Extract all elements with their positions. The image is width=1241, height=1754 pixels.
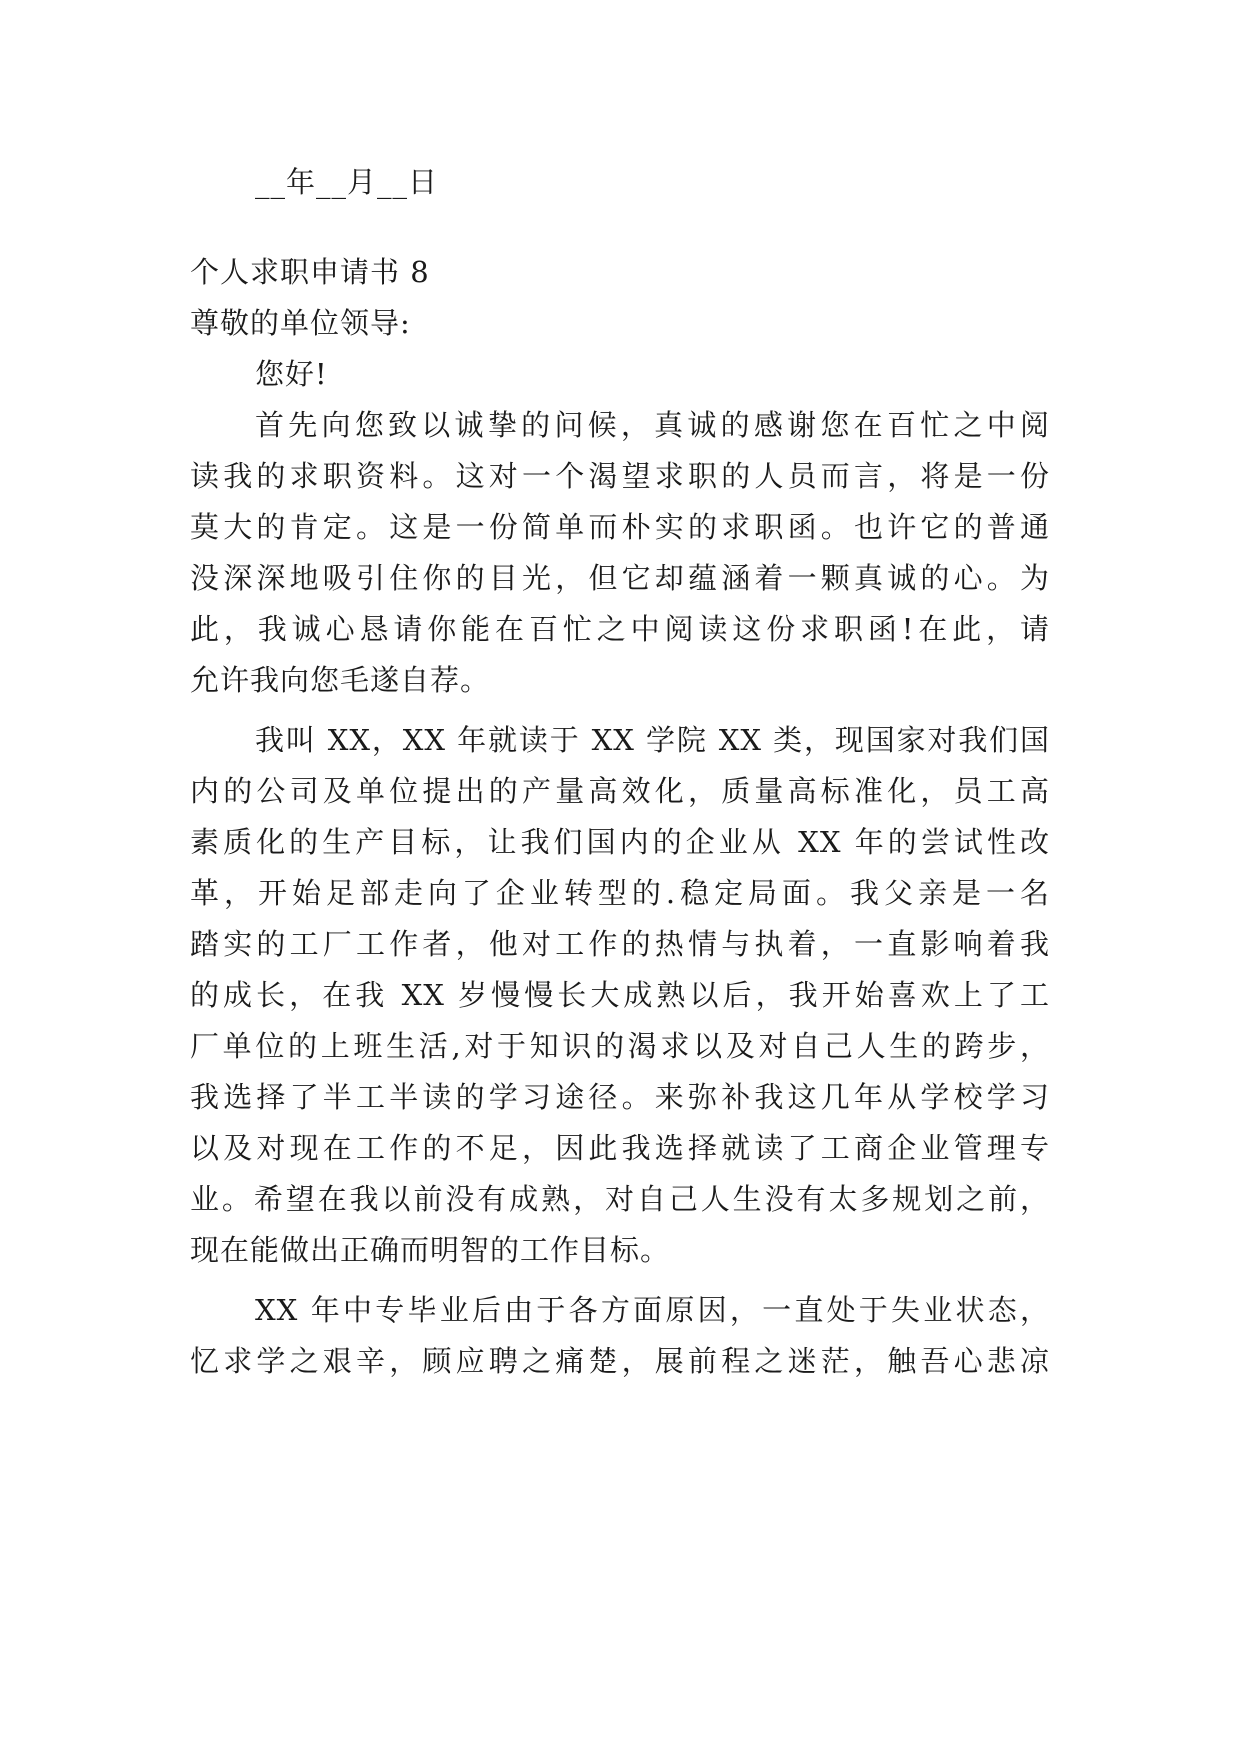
paragraph-line: 内的公司及单位提出的产量高效化，质量高标准化，员工高: [190, 774, 1050, 808]
salutation: 尊敬的单位领导:: [190, 306, 411, 340]
paragraph-line: 没深深地吸引住你的目光，但它却蕴涵着一颗真诚的心。为: [190, 561, 1050, 595]
greeting: 您好!: [255, 357, 328, 391]
paragraph-line: 允许我向您毛遂自荐。: [190, 663, 491, 697]
document-title: 个人求职申请书 8: [190, 255, 430, 289]
paragraph-line: 忆求学之艰辛，顾应聘之痛楚，展前程之迷茫，触吾心悲凉: [190, 1344, 1050, 1378]
paragraph-line: 首先向您致以诚挚的问候，真诚的感谢您在百忙之中阅: [255, 408, 1050, 442]
paragraph-line: 读我的求职资料。这对一个渴望求职的人员而言，将是一份: [190, 459, 1050, 493]
paragraph-line: 我选择了半工半读的学习途径。来弥补我这几年从学校学习: [190, 1080, 1050, 1114]
paragraph-line: 莫大的肯定。这是一份简单而朴实的求职函。也许它的普通: [190, 510, 1050, 544]
date-line: __年__月__日: [255, 165, 439, 199]
paragraph-line: 现在能做出正确而明智的工作目标。: [190, 1233, 671, 1267]
paragraph-line: 素质化的生产目标，让我们国内的企业从 XX 年的尝试性改: [190, 825, 1050, 859]
paragraph-line: XX 年中专毕业后由于各方面原因，一直处于失业状态，: [255, 1293, 1050, 1327]
paragraph-line: 业。希望在我以前没有成熟，对自己人生没有太多规划之前，: [190, 1182, 1050, 1216]
paragraph-line: 我叫 XX，XX 年就读于 XX 学院 XX 类，现国家对我们国: [255, 723, 1050, 757]
paragraph-line: 革，开始足部走向了企业转型的.稳定局面。我父亲是一名: [190, 876, 1050, 910]
paragraph-line: 以及对现在工作的不足，因此我选择就读了工商企业管理专: [190, 1131, 1050, 1165]
paragraph-line: 踏实的工厂工作者，他对工作的热情与执着，一直影响着我: [190, 927, 1050, 961]
paragraph-line: 的成长，在我 XX 岁慢慢长大成熟以后，我开始喜欢上了工: [190, 978, 1050, 1012]
paragraph-line: 厂单位的上班生活,对于知识的渴求以及对自己人生的跨步，: [190, 1029, 1050, 1063]
paragraph-line: 此，我诚心恳请你能在百忙之中阅读这份求职函!在此，请: [190, 612, 1050, 646]
